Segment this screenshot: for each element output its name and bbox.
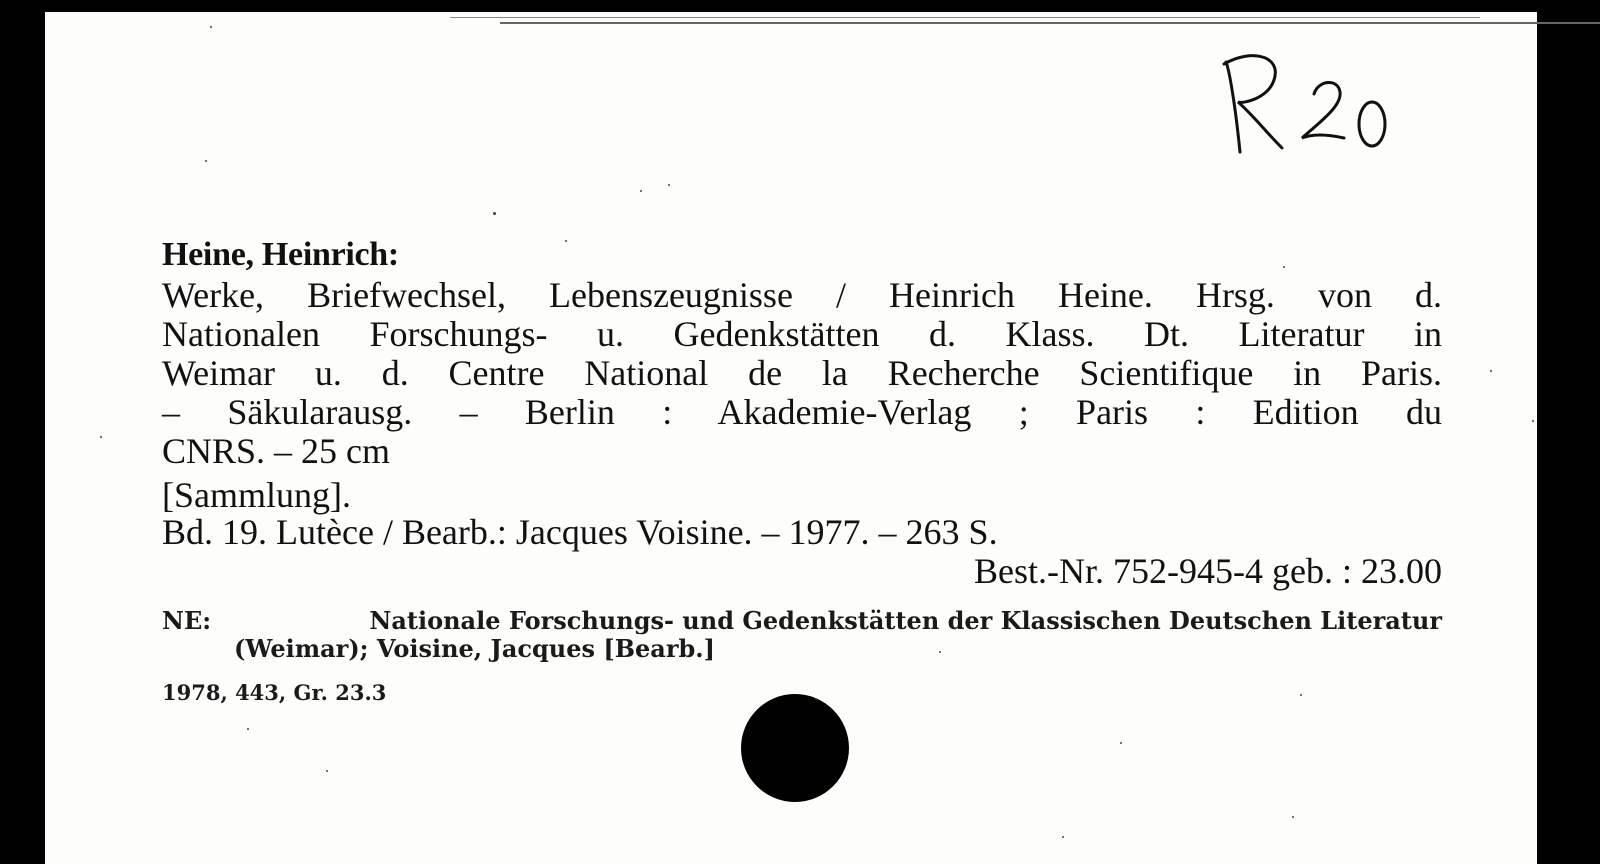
scan-speck <box>493 212 496 215</box>
added-entries <box>162 607 1442 663</box>
scan-speck <box>210 26 212 28</box>
description-line: CNRS. – 25 cm <box>162 431 391 471</box>
order-number: Best.-Nr. 752-945-4 geb. : 23.00 <box>974 551 1442 591</box>
scan-speck <box>668 184 670 186</box>
description-line: Weimar u. d. Centre National de la Recherche Scientifique in Paris. <box>162 353 1442 393</box>
scan-speck <box>1300 694 1302 696</box>
scan-speck <box>1120 742 1122 744</box>
punch-hole <box>741 694 849 802</box>
scan-speck <box>326 770 328 772</box>
scan-speck <box>100 436 102 438</box>
description-line: – Säkularausg. – Berlin : Akademie-Verlag ; Paris : Edition du <box>162 392 1442 432</box>
scan-speck <box>565 240 567 242</box>
added-entries-line <box>162 607 1442 635</box>
collection-note: [Sammlung]. <box>162 475 351 515</box>
added-entries-continuation: (Weimar); Voisine, Jacques [Bearb.] <box>234 634 715 663</box>
bibliography-reference: 1978, 443, Gr. 23.3 <box>162 680 387 705</box>
handwritten-shelfmark <box>1222 42 1422 162</box>
scan-speck <box>1292 816 1294 818</box>
ne-label: NE: <box>162 606 212 635</box>
bibliographic-description <box>162 276 1442 471</box>
volume-line: Bd. 19. Lutèce / Bearb.: Jacques Voisine. – 1977. – 263 S. <box>162 512 998 552</box>
scan-speck <box>1532 420 1534 422</box>
scan-speck <box>640 190 642 192</box>
scan-speck <box>1283 266 1285 268</box>
added-entry-text: Nationale Forschungs- und Gedenkstätten der Klassischen Deutschen Literatur <box>369 606 1442 635</box>
description-line: Nationalen Forschungs- u. Gedenkstätten d. Klass. Dt. Literatur in <box>162 314 1442 354</box>
author-heading: Heine, Heinrich: <box>162 236 399 273</box>
scan-speck <box>205 160 207 162</box>
scan-speck <box>1062 836 1064 838</box>
scan-speck <box>939 651 941 653</box>
scan-speck <box>247 728 249 730</box>
scan-speck <box>815 698 817 700</box>
top-edge-rule-faint <box>450 17 1480 18</box>
scan-speck <box>1490 370 1492 372</box>
top-edge-rule <box>500 22 1600 24</box>
description-line: Werke, Briefwechsel, Lebenszeugnisse / Heinrich Heine. Hrsg. von d. <box>162 275 1442 315</box>
